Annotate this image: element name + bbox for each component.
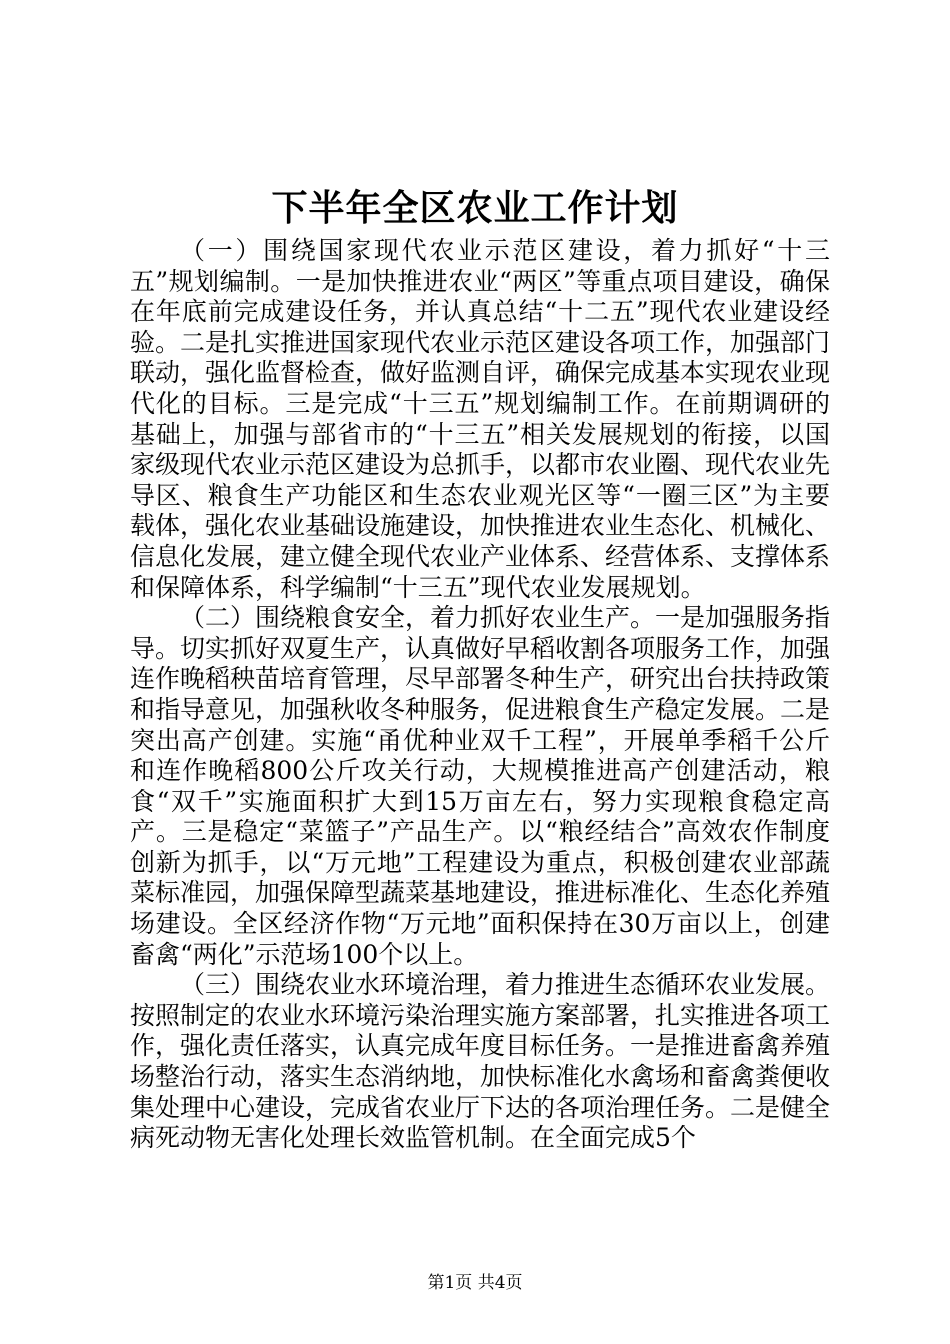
paragraph-3: （三）围绕农业水环境治理，着力推进生态循环农业发展。按照制定的农业水环境污染治理实施方案部署，扎实推进各项工作，强化责任落实，认真完成年度目标任务。一是推进畜禽养殖场整治行动，落实生态消纳地，加快标准化水禽场和畜禽粪便收集处理中心建设，完成省农业厅下达的各项治理任务。二是健全病死动物无害化处理长效监管机制。在全面完成5个 [130, 970, 831, 1153]
page-footer: 第1页 共4页 [427, 1273, 523, 1293]
paragraph-1: （一）围绕国家现代农业示范区建设，着力抓好“十三五”规划编制。一是加快推进农业“两区”等重点项目建设，确保在年底前完成建设任务，并认真总结“十二五”现代农业建设经验。二是扎实推进国家现代农业示范区建设各项工作，加强部门联动，强化监督检查，做好监测自评，确保完成基本实现农业现代化的目标。三是完成“十三五”规划编制工作。在前期调研的基础上，加强与部省市的“十三五”相关发展规划的衔接，以国家级现代农业示范区建设为总抓手，以都市农业圈、现代农业先导区、粮食生产功能区和生态农业观光区等“一圈三区”为主要载体，强化农业基础设施建设，加快推进农业生态化、机械化、信息化发展，建立健全现代农业产业体系、经营体系、支撑体系和保障体系，科学编制“十三五”现代农业发展规划。 [130, 236, 831, 602]
paragraph-2: （二）围绕粮食安全，着力抓好农业生产。一是加强服务指导。切实抓好双夏生产，认真做好早稻收割各项服务工作，加强连作晚稻秧苗培育管理，尽早部署冬种生产，研究出台扶持政策和指导意见，加强秋收冬种服务，促进粮食生产稳定发展。二是突出高产创建。实施“甬优种业双千工程”，开展单季稻千公斤和连作晚稻800公斤攻关行动，大规模推进高产创建活动，粮食“双千”实施面积扩大到15万亩左右，努力实现粮食稳定高产。三是稳定“菜篮子”产品生产。以“粮经结合”高效农作制度创新为抓手，以“万元地”工程建设为重点，积极创建农业部蔬菜标准园，加强保障型蔬菜基地建设，推进标准化、生态化养殖场建设。全区经济作物“万元地”面积保持在30万亩以上，创建畜禽“两化”示范场100个以上。 [130, 603, 831, 969]
document-body [130, 236, 830, 1154]
document-title: 下半年全区农业工作计划 [271, 187, 679, 229]
